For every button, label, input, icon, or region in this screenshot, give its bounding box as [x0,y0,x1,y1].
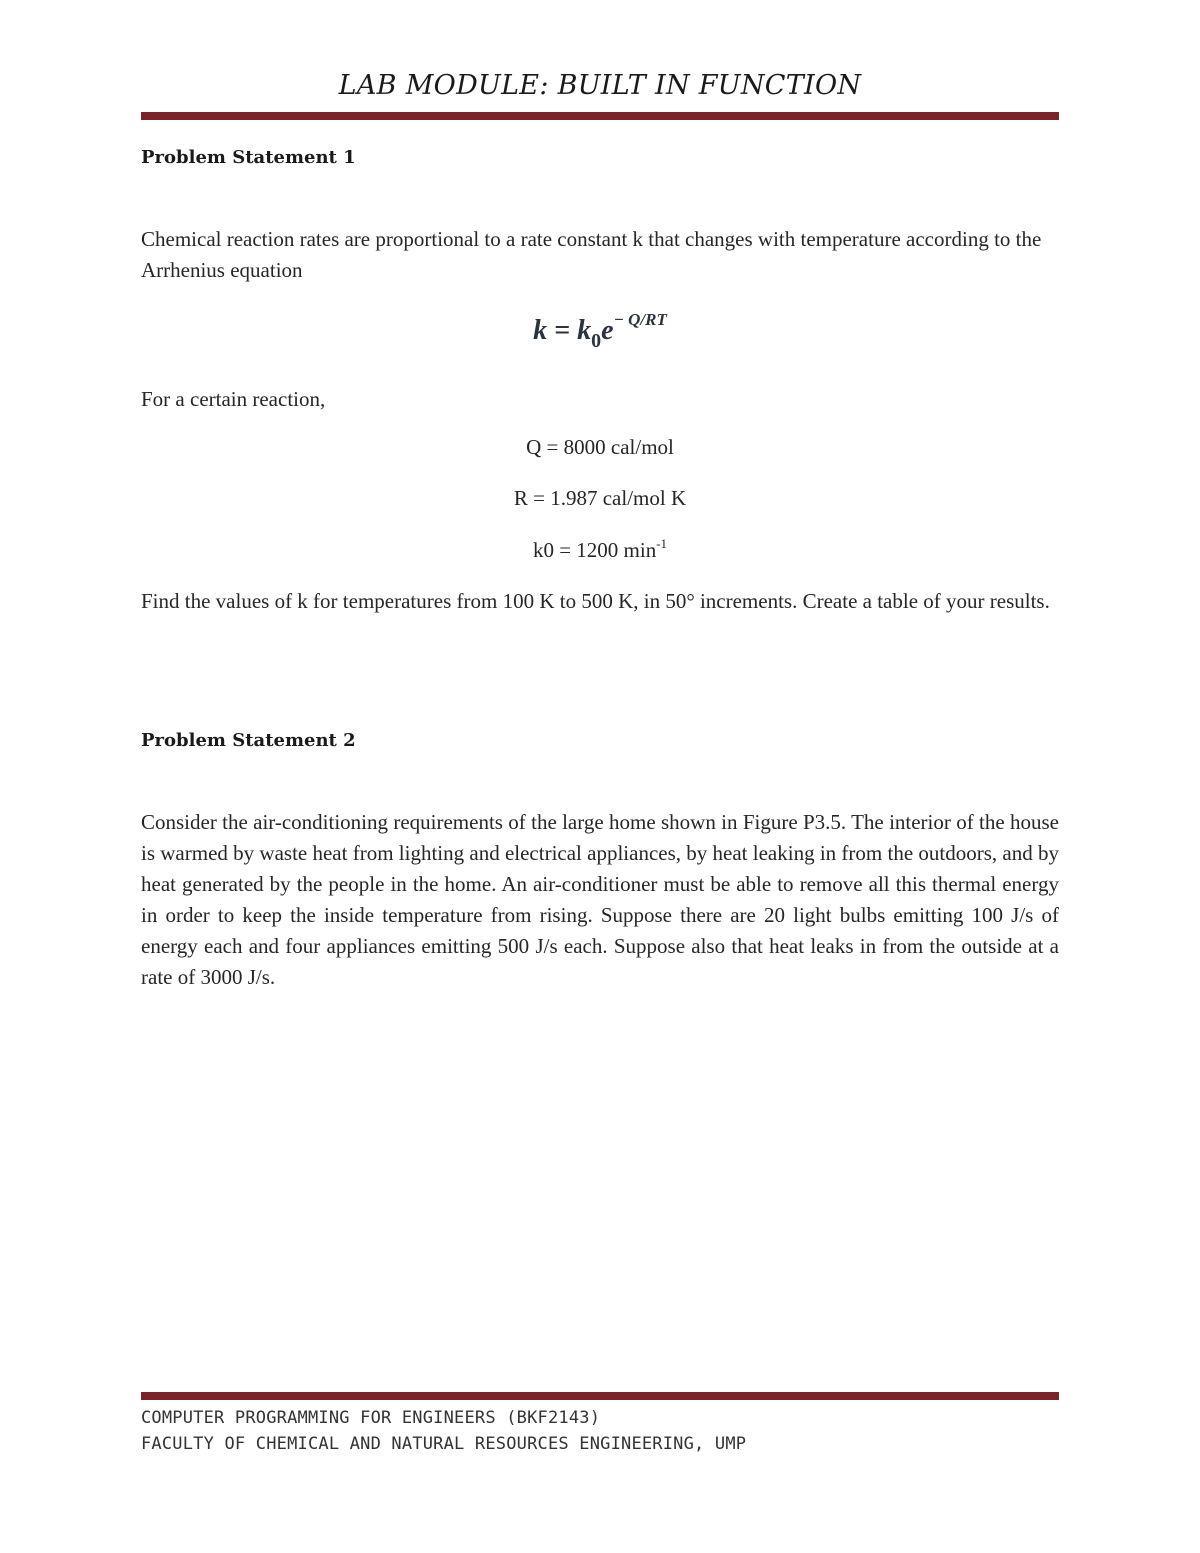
arrhenius-equation [0,310,1200,353]
equation-equals: = [554,315,571,346]
problem-2-heading: Problem Statement 2 [141,730,356,751]
problem-1-task: Find the values of k for temperatures from 100 K to 500 K, in 50° increments. Create a table of your results. [141,589,1050,613]
equation-k: k [577,315,592,346]
footer-rule [141,1392,1059,1400]
equation-exponent: − Q/RT [613,310,667,329]
equation-lhs: k [533,315,548,346]
equation-subscript: 0 [591,330,602,352]
condition-text: For a certain reaction, [141,387,326,411]
page-title: LAB MODULE: BUILT IN FUNCTION [338,70,862,101]
header-rule [141,112,1059,120]
param-k0-text: k0 = 1200 min [532,538,657,562]
equation-e: e [601,315,614,346]
footer-course: COMPUTER PROGRAMMING FOR ENGINEERS (BKF2143) [141,1408,601,1428]
footer-faculty: FACULTY OF CHEMICAL AND NATURAL RESOURCES ENGINEERING, UMP [141,1434,747,1454]
problem-1-heading: Problem Statement 1 [141,147,356,168]
problem-2-body: Consider the air-conditioning requirements of the large home shown in Figure P3.5. The interior of the house is warmed by waste heat from lighting and electrical appliances, by heat leaking in from the outdoors, and by heat generated by the people in the home. An air-conditioner must be able to remove all this thermal energy in order to keep the inside temperature from rising. Suppose there are 20 light bulbs emitting 100 J/s of energy each and four appliances emitting 500 J/s each. Suppose also that heat leaks in from the outside at a rate of 3000 J/s. [141,810,1059,989]
param-q: Q = 8000 cal/mol [526,435,674,459]
problem-1-intro: Chemical reaction rates are proportional to a rate constant k that changes with temperature according to the Arrhenius equation [141,227,1042,282]
param-r: R = 1.987 cal/mol K [513,486,687,510]
param-k0-exponent: -1 [656,536,668,551]
param-k0 [0,536,1200,563]
